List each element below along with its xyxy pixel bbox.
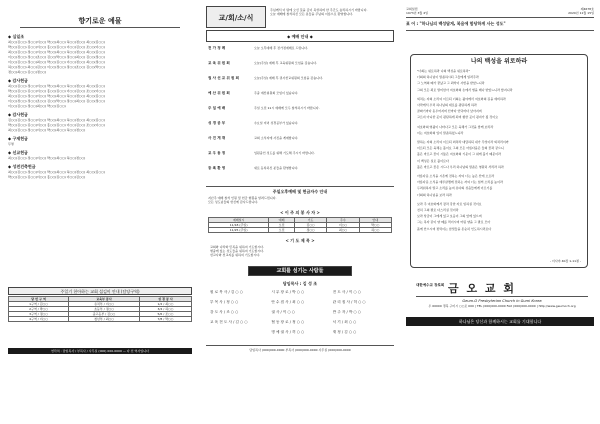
staff-entry: 시 무 장 로 / 박 ○ ○ (271, 290, 305, 294)
message-line: 그는 목자 같이 양 떼를 먹이시며 어린 양을 그 팔로 모아 (417, 220, 491, 225)
motto: 표 어 : "하나님의 백성답게, 복음에 합당하게 사는 성도" (406, 21, 506, 26)
offering-names-line: 이○○(김○○) 정○○(최○○) 박○○(김○○) 이○○(정○○) 최○○(정○○) (8, 60, 105, 64)
helper-table-cell: 초등부 / 정○○ (69, 307, 140, 312)
notice-label: 주 일 예 배 (208, 106, 226, 110)
staff-entry: 서 기 / 최 ○ ○ (332, 320, 357, 324)
offering-section-heading: ◆ 감사헌금 (8, 112, 28, 117)
helper-table-cell: 2구역 / 박○○ (9, 307, 69, 312)
volunteer-table (208, 217, 392, 233)
offering-names-line: 이○○(김○○) 정○○(최○○) 박○○(김○○) (8, 104, 66, 108)
worship-notice-title: ◆ 예배 안내 ◆ (287, 34, 313, 39)
message-line: 그 노역의 때가 끝났고 그 죄악이 사함을 받았느니라 (417, 81, 485, 86)
notice-item (208, 136, 394, 151)
message-line: 너희의 하나님이 말씀하시되 그들에게 일러주라 (417, 75, 479, 80)
church-name-english: Geum-O Presbyterian Church in Gumi Korea (462, 299, 542, 303)
issue-date: 2020년 11월 15일 (568, 11, 594, 15)
helper-table-cell: 1구역 / 김○○ (9, 302, 69, 307)
attendance-title: 주일오후예배 및 헌금자수 안내 (272, 189, 328, 194)
message-line: 친히 그의 팔로 다스리실 것이라 (417, 208, 459, 213)
notice-item (208, 151, 394, 166)
offering-section-heading: ◆ 감사헌금 (8, 78, 28, 83)
table-row (209, 228, 392, 233)
helper-table-header: 교육부 봉사 (69, 297, 140, 302)
helper-table-cell: 3/4 / 허○○ (139, 307, 191, 312)
staff-entry: 안 수 집 사 / 최 ○ ○ (271, 300, 305, 304)
helper-table-header: 당 번 구 역 (9, 297, 69, 302)
offering-names-line: 최○○(김○○) 정○○(이○○) 박○○(최○○) 허○○(정○○) 최○○(김○○) (8, 84, 105, 88)
staff-title: 교회를 섬기는 사람들 (276, 268, 324, 274)
helper-table-cell: 청년부 / 최○○ (69, 317, 140, 322)
notice-item (208, 106, 394, 121)
offering-names-line: 최○○(김○○) 정○○(이○○) 박○○(최○○) 허○○(정○○) (8, 156, 86, 160)
issue-number: 제4678호 (580, 7, 594, 11)
volunteer-cell: 이○○ (327, 223, 359, 228)
offering-footer: 연락처 : 담임목사 / 부목사 / 사무실 (000) 000-0000 — 다 친 역사입니다 (8, 348, 192, 354)
offering-names-line: 박○○(김○○) 김○○(이○○) 홍○○(김○○) 이○○(김○○) 조○○(이○○) (8, 45, 105, 49)
volunteer-cell: 최○○ (327, 228, 359, 233)
news-intro (270, 8, 394, 16)
staff-row (210, 300, 394, 310)
helper-table-cell: 유치부 / 이○○ (69, 302, 140, 307)
offering-names-line: 이○○(정○○) 정○○(조○○) 김○○(박○○) 정○○(최○○) 김○○(정○○) (8, 99, 105, 103)
message-line: 이 백성은 실로 풀이로다 (417, 158, 449, 163)
staff-row (210, 290, 394, 300)
news-title: 교/회/소/식 (218, 14, 254, 22)
volunteer-header: 주수 (327, 218, 359, 223)
founding-info (406, 7, 486, 15)
church-logo-small (416, 283, 446, 297)
helper-table-cell: 중고등부 / 김○○ (69, 312, 140, 317)
message-line: 두려워하지 말고 소리를 높여 유다의 성읍들에게 이르기를 (417, 186, 493, 191)
prayer-line: 교회와 나라와 민족을 위하여 기도합시다. (210, 245, 265, 249)
church-name: 금 오 교 회 (448, 282, 516, 295)
helper-table-title-box (8, 287, 192, 295)
notice-item (208, 166, 394, 181)
notice-text: 오늘(주일) 예배 후 권사선교위원회 모임을 갖습니다. (254, 76, 323, 80)
attendance-lines (208, 196, 394, 204)
notice-label: 사 진 게 재 (208, 136, 226, 140)
message-line: 여호와의 영광이 나타나고 모든 육체가 그것을 함께 보리라 (417, 124, 494, 129)
offering-names-line: 김○○(김○○) 정○○(이○○) 박○○(최○○) 허○○(정○○) 최○○(김○○) (8, 118, 105, 122)
message-line: 그의 모든 죄로 말미암아 여호와의 손에서 벌을 배나 받았느니라 할지니라 (417, 87, 513, 92)
staff-entry: 교 육 전 도 사 / 김 ○ ○ (210, 320, 248, 324)
message-line: 고르지 아니한 곳이 평탄하게 되며 험한 곳이 평지가 될 것이요 (417, 115, 499, 120)
offering-names-line: 최○○(김○○) 정○○(이○○) 박○○(최○○) 허○○(정○○) 최○○(김○○) (8, 94, 105, 98)
message-reference: - 이사야 40장 1-11절 - (549, 259, 581, 263)
offering-names-line: 정○○(최○○) 김○○(정○○) (8, 70, 47, 74)
offering-names-line: 허○○(정○○) 최○○(김○○) 이○○(정○○) 정○○(조○○) 김○○(박○○) (8, 65, 105, 69)
title-divider (20, 27, 180, 28)
offering-section-heading: ◆ 성전건축헌금 (8, 164, 36, 169)
offering-names-line: 최○○(김○○) 정○○(이○○) 박○○(최○○) 허○○(정○○) 최○○(김○○) (8, 40, 105, 44)
volunteer-cell: 정○○ (294, 228, 326, 233)
offering-section-heading: ◆ 십일조 (8, 34, 25, 39)
message-line: 보라 주 여호와께서 장차 강한 자로 임하실 것이요 (417, 201, 482, 206)
message-line: 이르되 모든 육체는 풀이요 그의 모든 아름다움은 들의 꽃과 같으니 (417, 146, 504, 151)
message-line: 사막에서 우리 하나님의 대로를 평탄하게 하라 (417, 103, 477, 108)
staff-entry: 부 목 사 / 정 ○ ○ (210, 300, 239, 304)
offering-sections (8, 31, 193, 180)
staff-entry: 관 리 집 사 / 허 ○ ○ (332, 300, 366, 304)
notice-item (208, 121, 394, 136)
offering-names-line: 최○○(김○○) 정○○(이○○) 박○○(최○○) 허○○(정○○) 최○○(김○○) (8, 50, 105, 54)
staff-entry: 원 로 목 사 / 김 ○ ○ (210, 290, 243, 294)
staff-entry: 권 사 / 이 ○ ○ (271, 310, 295, 314)
notice-text: 오늘 오후예배 후 전가정예배로 드립니다. (254, 46, 309, 50)
cover-footer: 하나님은 당신과 함께하시는 교회를 기대합니다 (406, 317, 594, 326)
helper-table-cell: 3구역 / 정○○ (9, 312, 69, 317)
notice-label: 교 육 위 원 회 (208, 61, 230, 65)
volunteer-title: < 이 주 의 봉 사 자 > (280, 210, 320, 215)
volunteer-cell: 박○○ (359, 223, 391, 228)
notice-label: 권 사 선 교 위 원 회 (208, 76, 239, 80)
offering-names-line: 무명 (8, 142, 14, 146)
offering-names-line: 박○○(김○○) 김○○(이○○) 홍○○(김○○) 이○○(김○○) 조○○(이○○) (8, 123, 105, 127)
message-title: 나의 백성을 위로하라 (470, 58, 528, 65)
message-line: 아름다운 소식을 시온에 전하는 자여 너는 높은 산에 오르라 (417, 174, 495, 179)
message-line: 말하는 자의 소리여 이르되 외치라 대답하되 내가 무엇이라 외치리이까 (417, 140, 509, 145)
prayer-line: 선교사와 선교지를 위하여 기도합시다. (210, 253, 261, 257)
attendance-line: 모든 성도님들의 헌신에 감사드립니다. (208, 200, 259, 204)
prayer-line: 병중에 있는 성도들을 위하여 기도합시다. (210, 249, 265, 253)
notice-text: 교회 소식지에 사진을 게재합니다. (254, 136, 299, 140)
founding-date: 1973년 3월 4일 (406, 11, 429, 15)
message-line: 보라 상급이 그에게 있고 보응이 그의 앞에 있으며 (417, 214, 482, 219)
helper-table-header: 성 경 봉 사 (139, 297, 191, 302)
notice-label: 성 경 공 부 (208, 121, 226, 125)
volunteer-header: 예배 (269, 218, 295, 223)
staff-entry: 명 예 권 사 / 허 ○ ○ (271, 330, 305, 334)
prayer-title: < 기 도 제 목 > (285, 238, 315, 243)
offering-names-line: 박○○(김○○) 김○○(이○○) 홍○○(김○○) 이○○(김○○) (8, 175, 86, 179)
staff-row (210, 310, 394, 320)
divider (416, 296, 588, 297)
news-title-box (206, 6, 266, 28)
offering-names-line: 최○○(김○○) 정○○(이○○) 박○○(최○○) 허○○(정○○) (8, 128, 86, 132)
message-box (410, 54, 588, 268)
helper-table-title: 주일기 헌아하는 교회 섬김이 안내 (담당구역) (60, 289, 140, 294)
message-line: 골짜기마다 돋우어지며 산마다 언덕마다 낮아지며 (417, 109, 482, 114)
notice-text: 수요일 저녁 성경공부가 있습니다. (254, 121, 299, 125)
helper-table-cell: 1/2 / 최○○ (139, 302, 191, 307)
message-line: 품에 안으시며 젖먹이는 암컷들을 온순히 인도하시리로다 (417, 226, 492, 231)
staff-row (210, 330, 394, 340)
volunteer-cell: 김○○ (294, 223, 326, 228)
staff-entry: 강 도 사 / 조 ○ ○ (210, 310, 239, 314)
volunteer-cell: 11/18 (주일) (209, 223, 269, 228)
message-line: "너희는 위로하라 나의 백성을 위로하라" (417, 69, 470, 73)
message-line: 이는 여호와의 입이 말씀하셨느니라 (417, 130, 464, 135)
helper-table-cell: 4구역 / 이○○ (9, 317, 69, 322)
prayer-lines (210, 245, 390, 257)
notice-label: 등 록 환 영 (208, 166, 226, 170)
issue-info (520, 7, 594, 15)
staff-entry (210, 330, 271, 340)
volunteer-header: 안내 (359, 218, 391, 223)
worship-notice-box (206, 30, 394, 42)
notice-item (208, 91, 394, 106)
staff-entry: 협 동 장 로 / 정 ○ ○ (271, 320, 305, 324)
notice-item (208, 61, 394, 76)
table-row (9, 302, 192, 307)
divider (406, 30, 594, 31)
volunteer-header: 기도 (294, 218, 326, 223)
attendance-line: 지난주 예배 참석 인원 및 헌금 현황을 알려드립니다. (208, 196, 277, 200)
news-footer: 담임목사 (000)000-0000 부목사 (000)000-0000 사무실 (000)000-0000 (249, 348, 351, 352)
offering-names-line: 최○○(김○○) 정○○(이○○) 박○○(최○○) 허○○(정○○) 최○○(김○○) (8, 170, 105, 174)
offering-section-heading: ◆ 구제헌금 (8, 136, 28, 141)
message-line: 풀은 마르고 꽃은 시드나 우리 하나님의 말씀은 영원히 서리라 하라 (417, 164, 504, 169)
staff-title-box (248, 266, 352, 276)
notice-label: 전 가 정 례 (208, 46, 226, 50)
notice-list (208, 46, 394, 181)
staff-list (210, 290, 394, 340)
cover-panel (400, 0, 600, 424)
message-line: 외치는 자의 소리여 이르되 너희는 광야에서 여호와의 길을 예비하라 (417, 96, 506, 101)
senior-pastor: 담임목사 : 김 성 조 (282, 281, 318, 286)
founding-label: 교회설립 (406, 7, 418, 11)
table-row (9, 312, 192, 317)
volunteer-header: 예배일시 (209, 218, 269, 223)
notice-text: 새로 등록하신 분들을 환영합니다. (254, 166, 299, 170)
divider (406, 17, 594, 18)
volunteer-cell: 11/25 (주일) (209, 228, 269, 233)
volunteer-cell: 오전 (269, 228, 295, 233)
notice-label: 교 우 동 정 (208, 151, 226, 155)
message-lines (411, 66, 587, 232)
church-address: 우 00000 경북 구미시 ○○로 000 | TEL (000)000-0000 FAX (000)000-0000 | http://www.geumoch.org (428, 304, 576, 308)
notice-text: 주중 예산위원회 모임이 있습니다. (254, 91, 299, 95)
volunteer-cell: 오전 (269, 223, 295, 228)
notice-item (208, 76, 394, 91)
notice-label: 예 산 위 원 회 (208, 91, 230, 95)
table-row (9, 307, 192, 312)
notice-text: 입원중인 성도를 위해 기도해 주시기 바랍니다. (254, 151, 315, 155)
message-line: 너희의 하나님을 보라 하라 (417, 192, 452, 197)
table-row (9, 317, 192, 322)
staff-entry: 전 도 사 / 이 ○ ○ (332, 290, 361, 294)
message-line: 풀은 마르고 꽃이 시듦은 여호와의 기운이 그 위에 불기 때문이라 (417, 152, 501, 157)
offering-panel (0, 0, 200, 424)
volunteer-cell: 허○○ (359, 228, 391, 233)
notice-text: 오늘(주일) 예배 후 교육위원회 모임을 갖습니다. (254, 61, 318, 65)
helper-table-cell: 7/8 / 박○○ (139, 317, 191, 322)
helper-table-cell: 5/6 / 조○○ (139, 312, 191, 317)
helper-table (8, 296, 192, 322)
divider (206, 345, 394, 346)
news-panel (200, 0, 400, 424)
offering-names-line: 이○○(정○○) 정○○(조○○) 김○○(박○○) 정○○(최○○) 김○○(정○○) (8, 55, 105, 59)
offering-title: 향기로운 예물 (78, 17, 122, 25)
staff-row (210, 320, 394, 330)
message-line: 아름다운 소식을 예루살렘에 전하는 자여 너는 힘써 소리를 높이라 (417, 180, 503, 185)
news-intro-line: 오늘 예배에 참석하신 모든 분들을 주님의 이름으로 환영합니다. (270, 12, 353, 16)
notice-item (208, 46, 394, 61)
offering-names-line: 박○○(김○○) 김○○(이○○) 홍○○(김○○) 이○○(김○○) 조○○(이○○) (8, 89, 105, 93)
staff-entry: 반 주 자 / 박 ○ ○ (332, 310, 361, 314)
offering-section-heading: ◆ 선교헌금 (8, 150, 28, 155)
news-intro-line: 주님께서 이 땅에 오신 뜻을 깊이 묵상하며 한 주간도 승리하시기 바랍니다. (270, 8, 368, 12)
staff-entry: 재 정 / 김 ○ ○ (332, 330, 357, 334)
divider (206, 186, 394, 187)
notice-text: 주일 오전 11시 예배에 모두 참석하시기 바랍니다. (254, 106, 320, 110)
denomination: 대한예수교 장로회 (416, 283, 445, 287)
